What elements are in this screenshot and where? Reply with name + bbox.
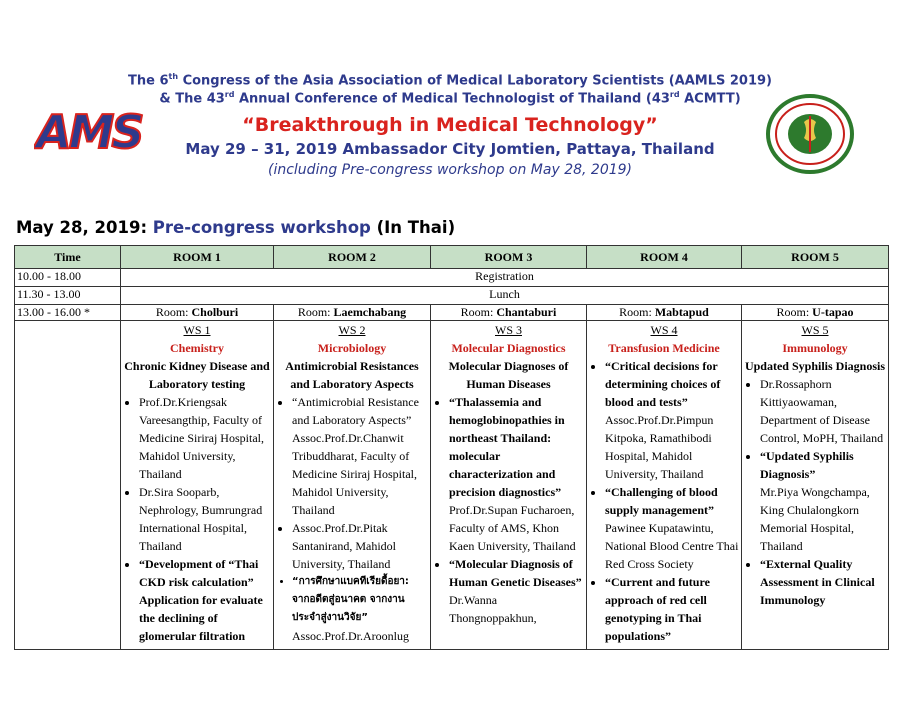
ams-logo (34, 106, 149, 158)
workshop-title: Molecular Diagnoses of Human Diseases (448, 359, 569, 391)
workshop-title: Chronic Kidney Disease and Laboratory testing (124, 359, 270, 391)
amtt-seal-icon (764, 94, 856, 174)
room-cell: Room: U-tapao (742, 305, 889, 321)
list-item: • “Current and future approach of red cell genotyping in Thai populations” (605, 573, 739, 645)
workshop-cell (431, 321, 587, 650)
speaker-text: Dr.Wanna Thongnoppakhun, (449, 593, 537, 625)
time-cell (15, 321, 121, 650)
workshop-code: WS 2 (338, 323, 366, 337)
workshop-cell (121, 321, 274, 650)
list-item: • “Updated Syphilis Diagnosis” (760, 447, 886, 483)
workshop-title: Updated Syphilis Diagnosis (744, 359, 886, 373)
speaker-text: Pawinee Kupatawintu, National Blood Centre Thai Red Cross Society (605, 521, 739, 571)
section-title: May 28, 2019: Pre-congress workshop (In Thai) (16, 218, 456, 237)
workshop-code: WS 4 (650, 323, 678, 337)
ams-logo-text: AMS (36, 106, 142, 158)
time-cell: 10.00 - 18.00 (15, 269, 121, 287)
workshop-code: WS 3 (495, 323, 522, 337)
workshop-cell (587, 321, 742, 650)
workshop-code: WS 5 (801, 323, 829, 337)
list-item: • Dr.Sira Sooparb, Nephrology, Bumrungrad International Hospital, Thailand (139, 483, 271, 555)
list-item: • “การศึกษาแบคทีเรียดื้อยา: จากอดีตสู่อนาคต จากงานประจำสู่งานวิจัย” (292, 573, 428, 627)
room-cell: Room: Chantaburi (431, 305, 587, 321)
header-room-1: ROOM 1 (121, 246, 274, 269)
list-item: • “Development of “Thai CKD risk calculation” Application for evaluate the declining of glomerular filtration (139, 555, 271, 645)
list-item: • Dr.Rossaphorn Kittiyaowaman, Department of Disease Control, MoPH, Thailand (760, 375, 886, 447)
speaker-text: Assoc.Prof.Dr.Aroonlug (292, 629, 409, 643)
list-item: • Prof.Dr.Kriengsak Vareesangthip, Faculty of Medicine Siriraj Hospital, Mahidol University, Thailand (139, 393, 271, 483)
header-line-2: & The 43rd Annual Conference of Medical Technologist of Thailand (43rd ACMTT) (159, 90, 741, 107)
header-line-1: The 6th Congress of the Asia Association of Medical Laboratory Scientists (AAMLS 2019) (128, 72, 772, 89)
time-cell: 11.30 - 13.00 (15, 287, 121, 305)
list-item: • “External Quality Assessment in Clinical Immunology (760, 555, 886, 609)
workshop-topic: Immunology (782, 341, 848, 355)
workshop-cell (742, 321, 889, 650)
speaker-text: Prof.Dr.Supan Fucharoen, Faculty of AMS, Khon Kaen University, Thailand (449, 503, 576, 553)
header-room-2: ROOM 2 (274, 246, 431, 269)
workshop-topic: Molecular Diagnostics (451, 341, 566, 355)
workshop-title: Antimicrobial Resistances and Laboratory Aspects (285, 359, 419, 391)
registration-cell: Registration (121, 269, 889, 287)
conference-dates: May 29 – 31, 2019 Ambassador City Jomtien, Pattaya, Thailand (185, 140, 715, 158)
list-item: • “Thalassemia and hemoglobinopathies in northeast Thailand: molecular characterization and precision diagnostics” (449, 393, 584, 501)
table-header-row (15, 246, 889, 269)
room-cell: Room: Mabtapud (587, 305, 742, 321)
conference-theme: “Breakthrough in Medical Technology” (242, 114, 658, 136)
precongress-note: (including Pre-congress workshop on May 28, 2019) (268, 162, 632, 178)
header-room-5: ROOM 5 (742, 246, 889, 269)
room-cell: Room: Cholburi (121, 305, 274, 321)
list-item: • “Challenging of blood supply management” (605, 483, 739, 519)
header-room-4: ROOM 4 (587, 246, 742, 269)
workshop-topic: Microbiology (317, 341, 387, 355)
header-time: Time (15, 246, 121, 269)
workshop-code: WS 1 (183, 323, 211, 337)
list-item: • “Molecular Diagnosis of Human Genetic Diseases” (449, 555, 584, 591)
table-row (15, 287, 889, 305)
speaker-text: Mr.Piya Wongchampa, King Chulalongkorn Memorial Hospital, Thailand (760, 485, 870, 553)
workshop-cell (274, 321, 431, 650)
schedule-table (14, 245, 889, 650)
time-cell: 13.00 - 16.00 * (15, 305, 121, 321)
lunch-cell: Lunch (121, 287, 889, 305)
list-item: • “Antimicrobial Resistance and Laboratory Aspects” Assoc.Prof.Dr.Chanwit Tribuddharat, Faculty of Medicine Siriraj Hospital, Mahidol University, Thailand (292, 393, 428, 519)
list-item: • Assoc.Prof.Dr.Pitak Santanirand, Mahidol University, Thailand (292, 519, 428, 573)
list-item: • “Critical decisions for determining choices of blood and tests” (605, 357, 739, 411)
table-row (15, 321, 889, 650)
workshop-topic: Transfusion Medicine (608, 341, 720, 355)
speaker-text: Assoc.Prof.Dr.Pimpun Kitpoka, Ramathibodi Hospital, Mahidol University, Thailand (605, 413, 714, 481)
table-row (15, 305, 889, 321)
table-row (15, 269, 889, 287)
room-cell: Room: Laemchabang (274, 305, 431, 321)
workshop-topic: Chemistry (170, 341, 224, 355)
header-room-3: ROOM 3 (431, 246, 587, 269)
